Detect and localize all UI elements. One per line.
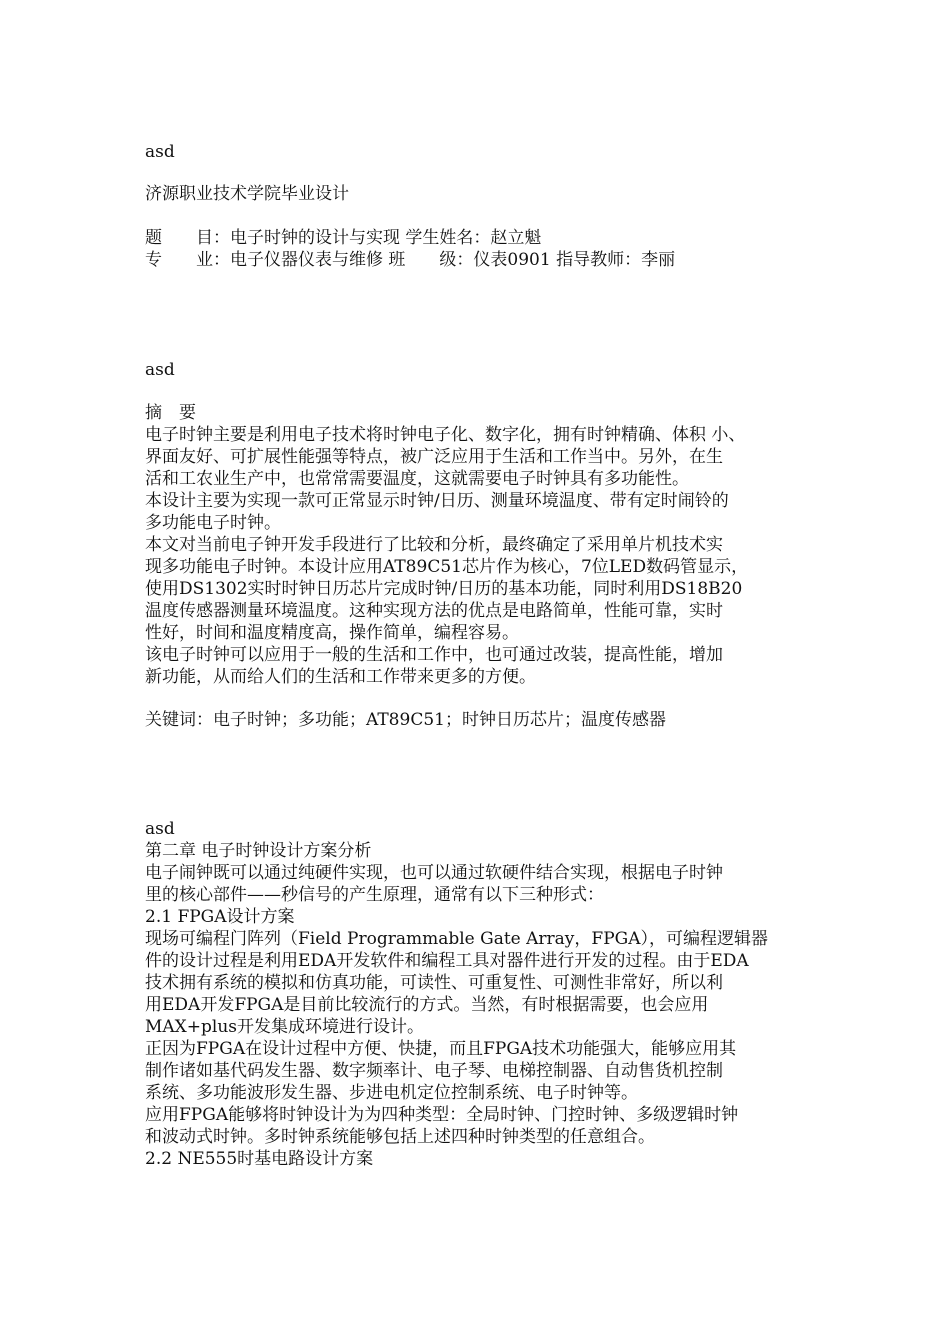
body-line: 和波动式时钟。多时钟系统能够包括上述四种时钟类型的任意组合。 [145,1127,655,1147]
body-line: 件的设计过程是利用EDA开发软件和编程工具对器件进行开发的过程。由于EDA [145,951,749,971]
section-marker: asd [145,360,175,380]
abstract-line: 现多功能电子时钟。本设计应用AT89C51芯片作为核心，7位LED数码管显示， [145,557,749,577]
subsection-heading: 2.2 NE555时基电路设计方案 [145,1149,374,1169]
body-line: 系统、多功能波形发生器、步进电机定位控制系统、电子时钟等。 [145,1083,638,1103]
abstract-line: 本设计主要为实现一款可正常显示时钟/日历、测量环境温度、带有定时闹铃的 [145,491,729,511]
body-line: 用EDA开发FPGA是目前比较流行的方式。当然，有时根据需要，也会应用 [145,995,709,1015]
body-line: 制作诸如基代码发生器、数字频率计、电子琴、电梯控制器、自动售货机控制 [145,1061,723,1081]
abstract-line: 界面友好、可扩展性能强等特点，被广泛应用于生活和工作当中。另外，在生 [145,447,723,467]
section-marker: asd [145,142,175,162]
subsection-heading: 2.1 FPGA设计方案 [145,907,295,927]
abstract-line: 性好，时间和温度精度高，操作简单，编程容易。 [145,623,519,643]
body-line: 里的核心部件——秒信号的产生原理，通常有以下三种形式： [145,885,604,905]
abstract-line: 使用DS1302实时时钟日历芯片完成时钟/日历的基本功能，同时利用DS18B20 [145,579,743,599]
keywords-line: 关键词：电子时钟；多功能；AT89C51；时钟日历芯片；温度传感器 [145,710,666,730]
body-line: 技术拥有系统的模拟和仿真功能，可读性、可重复性、可测性非常好，所以利 [145,973,723,993]
abstract-heading: 摘 要 [145,403,196,423]
section-marker: asd [145,819,175,839]
body-line: 应用FPGA能够将时钟设计为为四种类型：全局时钟、门控时钟、多级逻辑时钟 [145,1105,739,1125]
abstract-line: 新功能，从而给人们的生活和工作带来更多的方便。 [145,667,536,687]
body-line: 正因为FPGA在设计过程中方便、快捷，而且FPGA技术功能强大，能够应用其 [145,1039,737,1059]
abstract-line: 该电子时钟可以应用于一般的生活和工作中，也可通过改装，提高性能，增加 [145,645,723,665]
abstract-line: 本文对当前电子钟开发手段进行了比较和分析，最终确定了采用单片机技术实 [145,535,723,555]
thesis-info-line: 题 目：电子时钟的设计与实现 学生姓名：赵立魁 [145,228,542,248]
school-title: 济源职业技术学院毕业设计 [145,184,349,204]
body-line: 现场可编程门阵列（Field Programmable Gate Array，FPGA），可编程逻辑器 [145,929,768,949]
abstract-line: 多功能电子时钟。 [145,513,281,533]
abstract-line: 电子时钟主要是利用电子技术将时钟电子化、数字化，拥有时钟精确、体积 小、 [145,425,746,445]
abstract-line: 温度传感器测量环境温度。这种实现方法的优点是电路简单，性能可靠，实时 [145,601,723,621]
thesis-info-line: 专 业：电子仪器仪表与维修 班 级：仪表0901 指导教师：李丽 [145,250,676,270]
abstract-line: 活和工农业生产中，也常常需要温度，这就需要电子时钟具有多功能性。 [145,469,689,489]
body-line: MAX+plus开发集成环境进行设计。 [145,1017,425,1037]
chapter-heading: 第二章 电子时钟设计方案分析 [145,841,372,861]
body-line: 电子闹钟既可以通过纯硬件实现，也可以通过软硬件结合实现，根据电子时钟 [145,863,723,883]
